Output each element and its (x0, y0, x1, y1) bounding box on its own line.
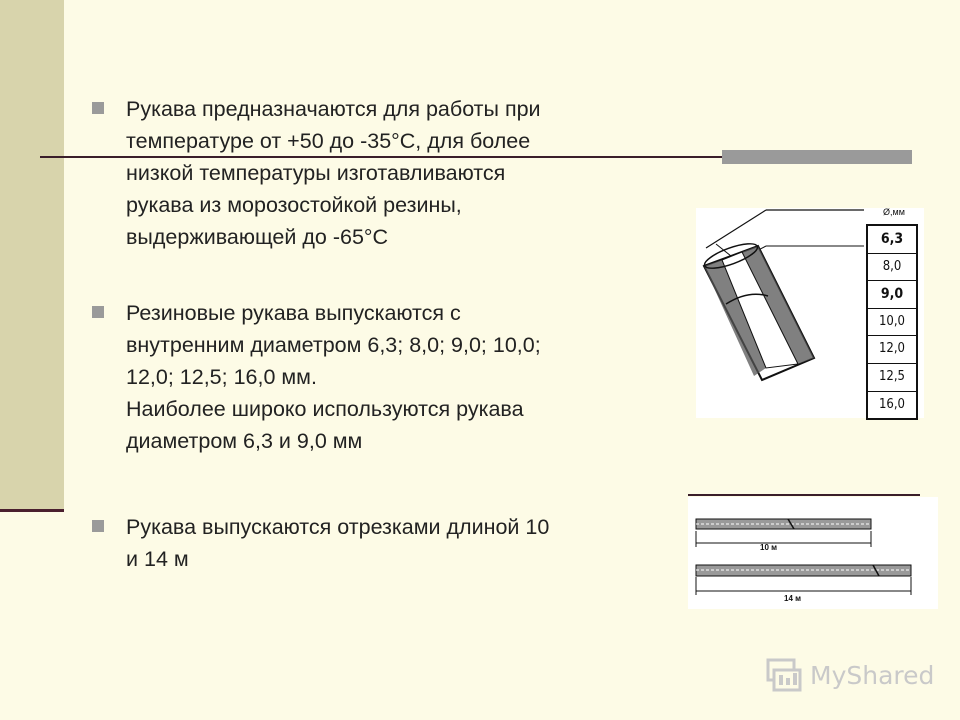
diameter-table (866, 224, 918, 420)
left-decor-line (0, 509, 64, 512)
diameter-cell: 12,5 (868, 364, 916, 392)
myshared-logo-icon (766, 656, 804, 694)
bullet-text: Рукава предназначаются для работы при температуре от +50 до -35°С, для более низкой температуры изготавливаются рукава из морозостойкой резины, выдерживающей до -65°С (126, 97, 541, 249)
diameter-cell: 12,0 (868, 336, 916, 364)
square-bullet-icon (92, 520, 104, 532)
watermark-text: MyShared (810, 660, 935, 690)
square-bullet-icon (92, 102, 104, 114)
hose-length-drawing (688, 497, 938, 609)
diameter-cell: 8,0 (868, 254, 916, 282)
accent-bar (722, 150, 912, 164)
figure-divider (688, 494, 920, 496)
bullet-item (92, 93, 672, 253)
bullet-item (92, 511, 672, 575)
bullet-text: Резиновые рукава выпускаются с внутренним диаметром 6,3; 8,0; 9,0; 10,0; 12,0; 12,5; 16,0 мм. Наиболее широко используются рукава диаметром 6,3 и 9,0 мм (126, 301, 541, 453)
diameter-cell: 10,0 (868, 309, 916, 337)
length-label-short: 10 м (760, 543, 778, 552)
hose-length-figure (688, 497, 938, 609)
diameter-cell: 6,3 (868, 226, 916, 254)
diameter-cell: 9,0 (868, 281, 916, 309)
length-label-long: 14 м (784, 594, 802, 603)
left-decor-band (0, 0, 64, 510)
bullet-list (92, 93, 672, 575)
square-bullet-icon (92, 306, 104, 318)
diameter-cell: 16,0 (878, 396, 906, 412)
watermark (766, 656, 934, 694)
bullet-text: Рукава выпускаются отрезками длиной 10 и 14 м (126, 515, 550, 571)
bullet-item (92, 297, 672, 457)
diameter-table-header: Ø,мм (883, 207, 905, 217)
